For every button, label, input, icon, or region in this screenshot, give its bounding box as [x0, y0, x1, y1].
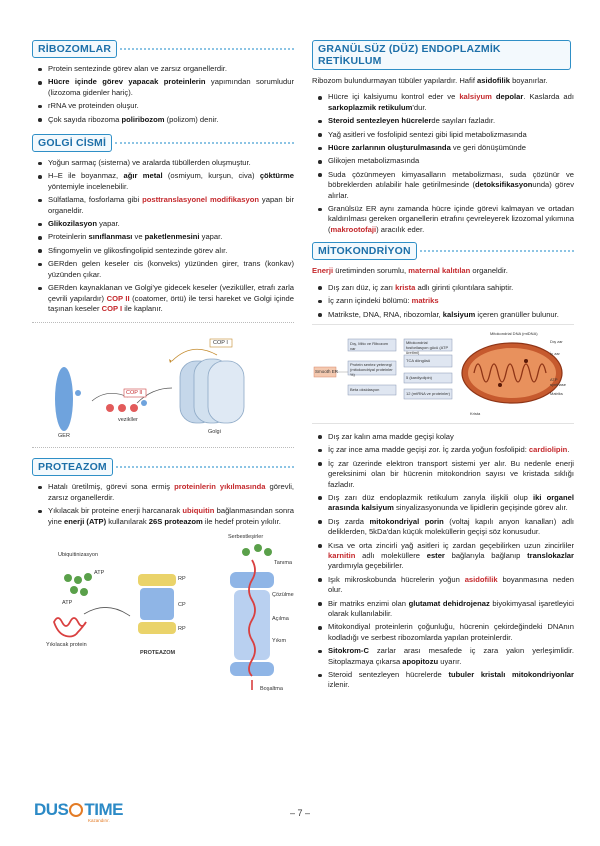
- section-title-ger: GRANÜLSÜZ (DÜZ) ENDOPLAZMİK RETİKULUM: [312, 40, 571, 70]
- ger-title-line: [312, 40, 574, 70]
- list-item: H–E ile boyanmaz, ağır metal (osmiyum, kurşun, civa) çöktürme yöntemiyle incelenebilir.: [32, 171, 294, 192]
- left-column: [32, 40, 294, 698]
- highlight-term: makrootofaji: [330, 224, 377, 234]
- fig-box-label: Beta oksidasyon: [350, 386, 380, 392]
- bold-term: sınıflanması: [88, 232, 133, 242]
- list-item: Dış zarda mitokondriyal porin (voltaj kapılı anyon kanalları) adlı deliklerden, 5kDa'dan küçük moleküllerin geçişi söz konusudur.: [312, 517, 574, 538]
- highlight-term: cardiolipin: [528, 445, 568, 455]
- fig-left-label: Smooth ER: [315, 368, 339, 374]
- title-rule: [420, 250, 574, 252]
- divider: [32, 447, 294, 448]
- highlight-term: kalsiyum: [459, 92, 492, 102]
- rp-cap: [138, 574, 176, 586]
- fig-box-label: 5 (kardiyolipin): [406, 374, 433, 380]
- vesicle-icon: [141, 400, 147, 406]
- right-column: [312, 40, 574, 694]
- arrow-icon: [92, 394, 128, 402]
- ubiquitin-icon: [74, 576, 82, 584]
- ubiquitin-icon: [84, 573, 92, 581]
- fig-box-label: Dış, Mito ve Ribozom var: [350, 340, 389, 351]
- list-item: Bir matriks enzimi olan glutamat dehidrojenaz biyokimyasal işaretleyici olarak kullanılabilir.: [312, 599, 574, 620]
- ubiquitin-icon: [80, 588, 88, 596]
- bold-term: Hücre içinde görev yapacak proteinlerin: [48, 77, 206, 87]
- section-title-proteazom: PROTEAZOM: [32, 458, 113, 476]
- golgi-label: Golgi: [208, 429, 221, 436]
- list-item: rRNA ve proteinden oluşur.: [32, 101, 294, 111]
- fig-box-label: Protein sentez yetenegi (mitokondriyal proteinler %): [350, 361, 393, 377]
- list-item: Glikozilasyon yapar.: [32, 219, 294, 229]
- fig-box-label: TCA döngüsü: [406, 357, 431, 363]
- list-item: Sfingomyelin ve glikosfingolipid sentezinde görev alır.: [32, 246, 294, 256]
- list-item: Dış zarı düz, iç zarı krista adlı girinti çıkıntılara sahiptir.: [312, 283, 574, 293]
- atp-label: ATP: [94, 569, 105, 576]
- bold-term: translokazlar: [527, 550, 574, 560]
- ubiquitin-icon: [242, 548, 250, 556]
- highlight-term: krista: [395, 282, 416, 292]
- bold-term: 26S proteazom: [148, 516, 203, 526]
- ger-label: GER: [58, 433, 70, 440]
- arrow-icon: [84, 607, 130, 616]
- list-item: Dış zar kalın ama madde geçişi kolay: [312, 432, 574, 442]
- bold-term: Sitokrom-C: [328, 646, 369, 656]
- divider: [32, 322, 294, 323]
- highlight-term: posttranslasyonel modifikasyon: [142, 195, 259, 205]
- rp-cap: [230, 662, 274, 676]
- logo-dus: DUS: [34, 800, 69, 819]
- highlight-term: Enerji: [312, 266, 334, 276]
- fig-right-label: Matriks: [550, 390, 563, 396]
- list-item: İç zarın içindeki bölümü: matriks: [312, 296, 574, 306]
- rp-label: RP: [178, 575, 186, 582]
- vesicle-icon: [130, 404, 138, 412]
- degradation-label: Yıkım: [272, 637, 287, 644]
- section-title-ribozomlar: RİBOZOMLAR: [32, 40, 117, 58]
- fig-box-label: Mitokondrial fosforilasyon gücü (ATP üretimi): [406, 339, 449, 355]
- list-item: Yıkılacak bir proteine enerji harcanarak ubiquitin bağlanmasından sonra yine enerji (ATP) kullanılarak 26S proteazom ile hedef protein yıkılır.: [32, 506, 294, 527]
- ubiquitin-icon: [70, 586, 78, 594]
- highlight-term: karnitin: [328, 550, 356, 560]
- title-rule: [120, 48, 294, 50]
- title-rule: [116, 466, 294, 468]
- cp-core: [140, 588, 174, 620]
- bold-term: Glikozilasyon: [48, 219, 97, 229]
- mito-list-bottom: [312, 432, 574, 691]
- list-item: Steroid sentezleyen hücrelerde tubuler kristalı mitokondriyonlar izlenir.: [312, 670, 574, 691]
- proteasome-label: PROTEAZOM: [140, 649, 176, 656]
- bold-term: depolar: [495, 92, 524, 102]
- list-item: Sülfatlama, fosforlama gibi posttranslasyonel modifikasyon yapan bir organeldir.: [32, 195, 294, 216]
- ubiquitin-icon: [264, 548, 272, 556]
- bold-term: enerji (ATP): [64, 516, 107, 526]
- cp-label: CP: [178, 601, 186, 608]
- target-protein: [54, 618, 86, 637]
- rp-cap: [138, 622, 176, 634]
- bold-term: ester: [426, 550, 445, 560]
- fig-right-label: Mitokondrial DNA (mtDNA): [490, 330, 538, 336]
- section-title-golgi: GOLGİ CİSMİ: [32, 134, 112, 152]
- golgi-list: [32, 158, 294, 314]
- fig-right-label: Krista: [470, 410, 481, 416]
- ubiquitin-icon: [64, 574, 72, 582]
- list-item: Hücre içi kalsiyumu kontrol eder ve kalsiyum depolar. Kaslarda adı sarkoplazmik retikulum'dur.: [312, 92, 574, 113]
- list-item: Mitokondiyal proteinlerin çoğunluğu, hücrenin çekirdeğindeki DNAnın kodladığı ve serbest ribozomlarda yapılan proteinlerdir.: [312, 622, 574, 643]
- mito-title-line: [312, 242, 574, 260]
- list-item: Yağ asitleri ve fosfolipid sentezi gibi lipid metabolizmasında: [312, 130, 574, 140]
- vesicle-icon: [118, 404, 126, 412]
- list-item: Hatalı üretilmiş, görevi sona ermiş proteinlerin yıkılmasında görevli, zarsız organellerdir.: [32, 482, 294, 503]
- highlight-term: matriks: [411, 296, 439, 306]
- golgi-title-line: [32, 134, 294, 152]
- list-item: Hücre zarlarının oluşturulmasında ve geri dönüşümünde: [312, 143, 574, 153]
- ribozom-list: [32, 64, 294, 125]
- ger-shape: [55, 367, 73, 431]
- recognition-label: Tanıma: [274, 559, 293, 566]
- cop2-label: COP II: [126, 390, 143, 397]
- highlight-term: proteinlerin yıkılmasında: [174, 482, 266, 492]
- logo-time: TIME: [84, 800, 124, 819]
- list-item: Granülsüz ER aynı zamanda hücre içinde görevi kalmayan ve ortadan kaldırılması gereken organellerin etrafını çevreleyerek lizozomal yıkımına (makrootofaji) aracılık eder.: [312, 204, 574, 235]
- bold-term: mitokondriyal porin: [369, 516, 444, 526]
- bold-term: iki organel arasında kalsiyum: [328, 492, 574, 513]
- granule: [498, 383, 502, 387]
- list-item: Hücre içinde görev yapacak proteinlerin yapımından sorumludur (lizozoma gidenler hariç).: [32, 77, 294, 98]
- bold-term: detoksifikasyon: [474, 180, 533, 190]
- highlight-term: COP I: [101, 303, 123, 313]
- title-rule: [115, 142, 294, 144]
- section-title-mito: MİTOKONDRİYON: [312, 242, 417, 260]
- golgi-diagram: [32, 333, 294, 441]
- granule: [524, 359, 528, 363]
- highlight-term: COP II: [106, 293, 130, 303]
- list-item: GERden gelen keseler cis (konveks) yüzünden girer, trans (konkav) yüzünden çıkar.: [32, 259, 294, 280]
- golgi-figure: [32, 333, 294, 441]
- list-item: Glikojen metabolizmasında: [312, 156, 574, 166]
- ubiquitin-icon: [254, 544, 262, 552]
- ger-vesicle: [75, 390, 81, 396]
- list-item: İç zar üzerinde elektron transport sistemi yer alır. Bu nedenle enerji gereksinimi olan bir hücrenin mitokondrion sayısı ve kristada sıklığı fazladır.: [312, 459, 574, 490]
- mitochondrion-matrix: [468, 348, 556, 398]
- target-protein-label: Yıkılacak protein: [46, 641, 87, 648]
- list-item: Sitokrom-C zarlar arası mesafede iç zara yakın yerleşimlidir. Sitoplazmaya çıkarsa apopitozu uyarır.: [312, 646, 574, 667]
- bold-term: tubuler kristalı mitokondriyonlar: [448, 670, 574, 680]
- list-item: Proteinlerin sınıflanması ve paketlenmesini yapar.: [32, 232, 294, 242]
- list-item: İç zar ince ama madde geçişi zor. İç zarda yoğun fosfolipid: cardiolipin.: [312, 445, 574, 455]
- list-item: Kısa ve orta zincirli yağ asitleri iç zardan geçebilirken uzun zincirliler karnitin adlı moleküllere ester bağlarıyla bağlanıp translokazlar yardımıyla geçebilirler.: [312, 541, 574, 572]
- list-item: Dış zarı düz endoplazmik retikulum zarıyla ilişkili olup iki organel arasında kalsiyum sinyalizasyonunda ve lipidlerin geçişinde görev alır.: [312, 493, 574, 514]
- bold-term: ağır metal: [123, 171, 163, 181]
- cop1-label: COP I: [213, 340, 228, 347]
- fig-right-label: Dış zar: [550, 338, 563, 344]
- list-item: Suda çözünmeyen kimyasalların metabolizması, suda çözünür ve böbreklerden atılabilir hale getirilmesinde (detoksifikasyonunda) görev alırlar.: [312, 170, 574, 201]
- logo-tagline: Kazandırır.: [88, 818, 110, 823]
- ubiquitination-label: Ubiquitinizasyon: [58, 551, 99, 558]
- list-item: Çok sayıda ribozoma poliribozom (polizom) denir.: [32, 115, 294, 125]
- list-item: GERden kaynaklanan ve Golgi'ye gidecek keseler (veziküller, etrafı zarla çevrili yapılardır) COP II (coatomer, örtü) ile tersi hareket ve Golgi içinde taşınan keseler COP I ile kaplanır.: [32, 283, 294, 314]
- discharge-label: Boşaltma: [260, 685, 283, 692]
- list-item: Protein sentezinde görev alan ve zarsız organellerdir.: [32, 64, 294, 74]
- bold-term: Hücre zarlarının oluşturulmasında: [328, 143, 451, 153]
- list-item: Matrikste, DNA, RNA, ribozomlar, kalsiyum içeren granüller bulunur.: [312, 310, 574, 320]
- highlight-term: maternal kalıtılan: [408, 266, 471, 276]
- highlight-term: asidofilik: [464, 574, 498, 584]
- ger-list: [312, 92, 574, 235]
- fig-right-label: ATP synthase: [550, 376, 567, 387]
- bold-term: paketlenmesini: [144, 232, 200, 242]
- bold-term: sarkoplazmik retikulum: [328, 102, 413, 112]
- bold-term: Steroid sentezleyen hücreler: [328, 116, 432, 126]
- unfolding-label: Çözülme: [272, 591, 294, 598]
- bold-term: poliribozom: [121, 114, 165, 124]
- mito-list-top: [312, 283, 574, 320]
- opening-label: Açılma: [272, 615, 289, 622]
- bold-term: çöktürme: [259, 171, 294, 181]
- page-number: – 7 –: [289, 808, 311, 818]
- ribozom-title-line: [32, 40, 294, 58]
- released-label: Serbestleşirler: [228, 533, 264, 540]
- ger-intro: Ribozom bulundurmayan tübüler yapılardır. Hafif asidofilik boyanırlar.: [312, 76, 548, 85]
- list-item: Işık mikroskobunda hücrelerin yoğun asidofilik boyanmasına neden olur.: [312, 575, 574, 596]
- bold-term: apopitozu: [402, 656, 439, 666]
- vesicle-label: vezikller: [118, 417, 138, 424]
- golgi-cisterna: [208, 361, 244, 423]
- proteazom-list: [32, 482, 294, 527]
- bold-term: kalsiyum: [442, 309, 476, 319]
- proteasome-figure: [32, 530, 294, 698]
- arrowhead-icon: [169, 359, 172, 363]
- bold-term: glutamat dehidrojenaz: [408, 598, 490, 608]
- bold-term: asidofilik: [477, 76, 510, 85]
- list-item: Yoğun sarmaç (sisterna) ve aralarda tübüllerden oluşmuştur.: [32, 158, 294, 168]
- highlight-term: ubiquitin: [182, 506, 215, 516]
- atp-label: ATP: [62, 599, 73, 606]
- vesicle-icon: [106, 404, 114, 412]
- fig-right-label: İç zar: [550, 350, 560, 356]
- list-item: Steroid sentezleyen hücrelerde sayıları fazladır.: [312, 116, 574, 126]
- mito-intro: Enerji üretiminden sorumlu, maternal kalıtılan organeldir.: [312, 266, 508, 276]
- proteazom-title-line: [32, 458, 294, 476]
- rp-label: RP: [178, 625, 186, 632]
- fig-box-label: 12 (mtRNA ve proteinler): [406, 390, 451, 396]
- mitochondrion-figure: [312, 324, 574, 424]
